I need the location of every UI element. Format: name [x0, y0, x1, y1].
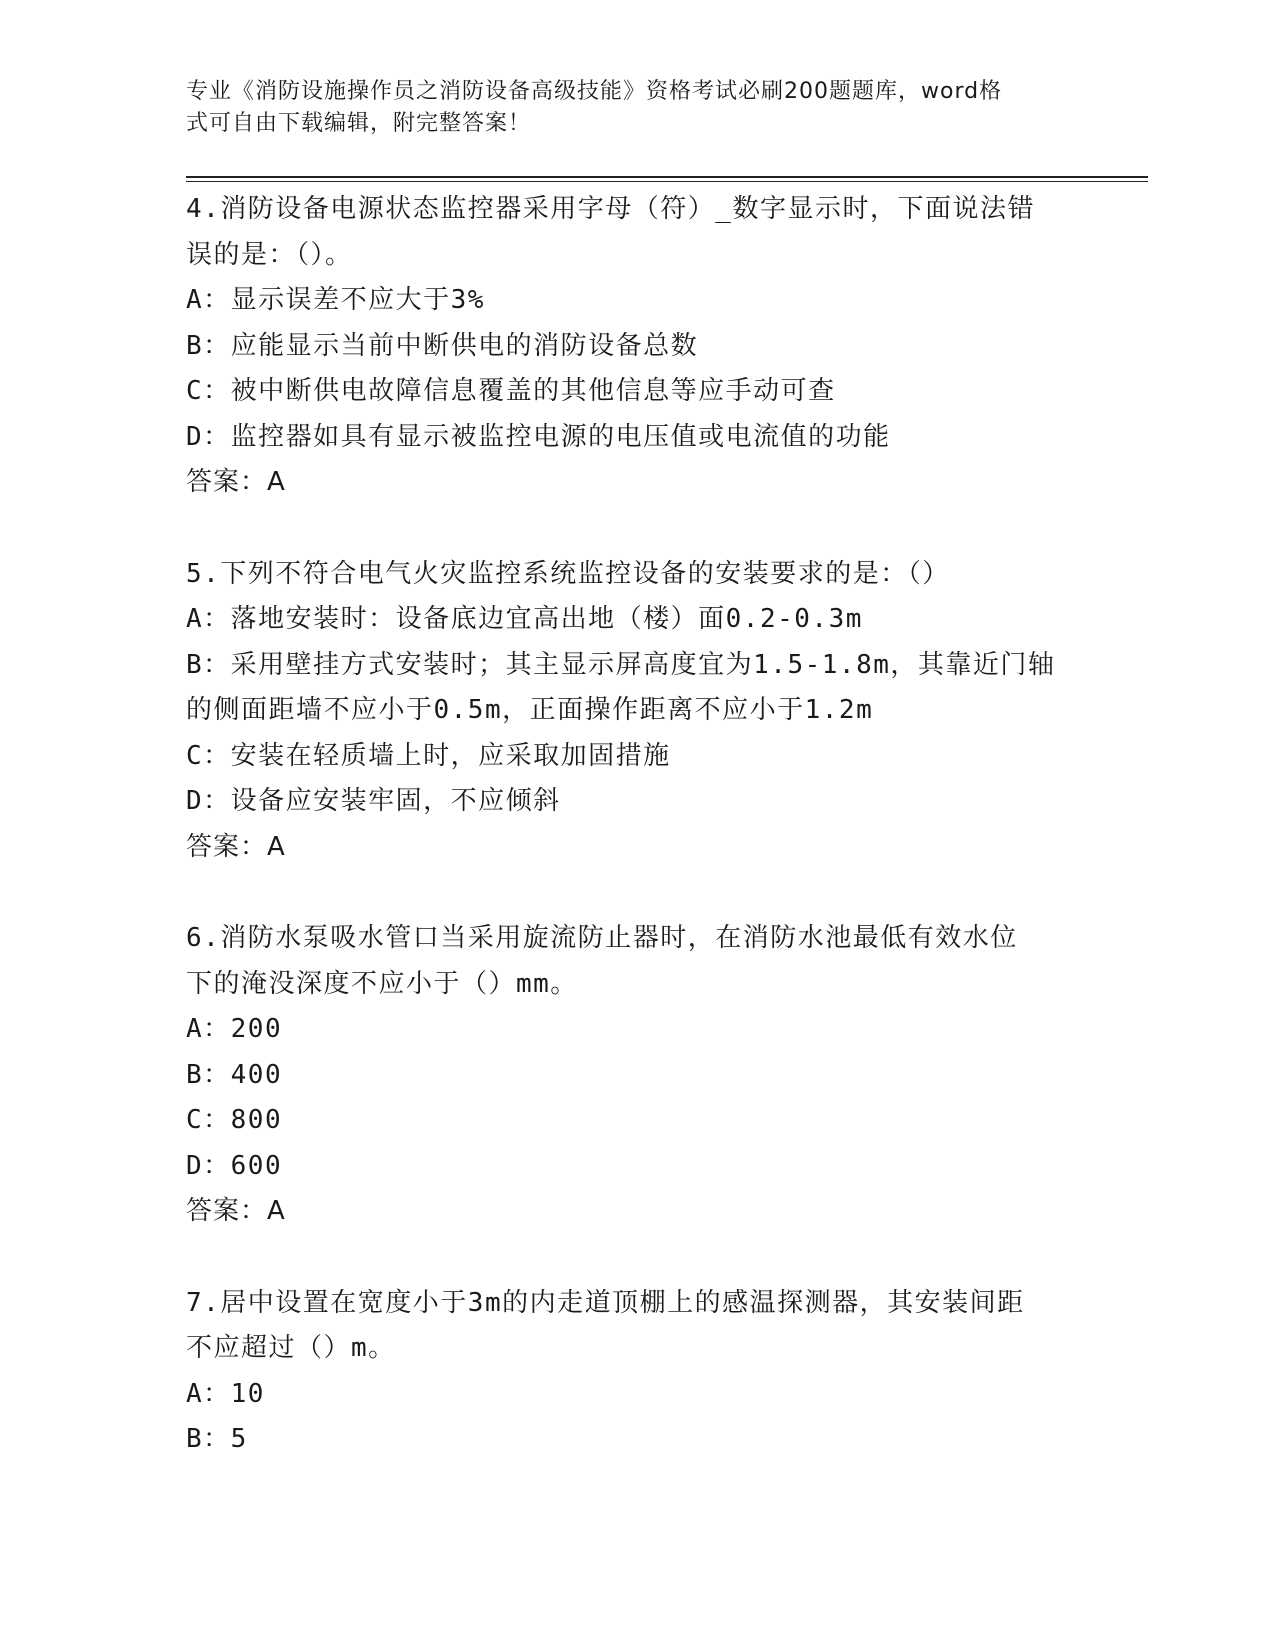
answer-line: 答案：A: [186, 831, 286, 862]
question-stem-line: 不应超过（）m。: [186, 1333, 396, 1363]
option-c: C：800: [186, 1105, 283, 1135]
option-b-continued: 的侧面距墙不应小于0.5m，正面操作距离不应小于1.2m: [186, 695, 874, 725]
header-line-2: 式可自由下载编辑，附完整答案！: [186, 111, 532, 136]
option-d: D：监控器如具有显示被监控电源的电压值或电流值的功能: [186, 421, 891, 452]
option-c: C：被中断供电故障信息覆盖的其他信息等应手动可查: [186, 376, 836, 406]
question-stem-line: 下的淹没深度不应小于（）mm。: [186, 968, 578, 999]
document-header: [186, 76, 1066, 140]
question-7: [186, 1281, 1086, 1463]
option-b: B：应能显示当前中断供电的消防设备总数: [186, 330, 699, 361]
option-c: C：安装在轻质墙上时，应采取加固措施: [186, 740, 671, 771]
option-a: A：10: [186, 1378, 265, 1409]
option-b: B：400: [186, 1059, 283, 1090]
header-divider-thin: [186, 181, 1148, 182]
option-a: A：显示误差不应大于3%: [186, 285, 485, 315]
answer-line: 答案：A: [186, 467, 286, 497]
question-stem-line: 6.消防水泵吸水管口当采用旋流防止器时，在消防水池最低有效水位: [186, 923, 1018, 953]
option-b: B：采用壁挂方式安装时；其主显示屏高度宜为1.5-1.8m，其靠近门轴: [186, 649, 1056, 680]
question-stem-line: 4.消防设备电源状态监控器采用字母（符）_数字显示时，下面说法错: [186, 194, 1035, 224]
option-d: D：设备应安装牢固，不应倾斜: [186, 786, 561, 816]
option-b: B：5: [186, 1424, 248, 1454]
question-4: [186, 187, 1086, 506]
option-d: D：600: [186, 1150, 283, 1181]
question-stem-line: 7.居中设置在宽度小于3m的内走道顶棚上的感温探测器，其安装间距: [186, 1287, 1025, 1318]
question-6: [186, 916, 1086, 1235]
question-5: [186, 552, 1086, 871]
question-stem-line: 误的是：（）。: [186, 239, 353, 270]
question-list: [186, 187, 1086, 1463]
answer-line: 答案：A: [186, 1196, 286, 1226]
header-divider-thick: [186, 176, 1148, 178]
question-stem-line: 5.下列不符合电气火灾监控系统监控设备的安装要求的是：（）: [186, 558, 950, 589]
option-a: A：200: [186, 1014, 283, 1044]
option-a: A：落地安装时：设备底边宜高出地（楼）面0.2-0.3m: [186, 604, 863, 634]
header-line-1: 专业《消防设施操作员之消防设备高级技能》资格考试必刷200题题库，word格: [186, 79, 1003, 104]
